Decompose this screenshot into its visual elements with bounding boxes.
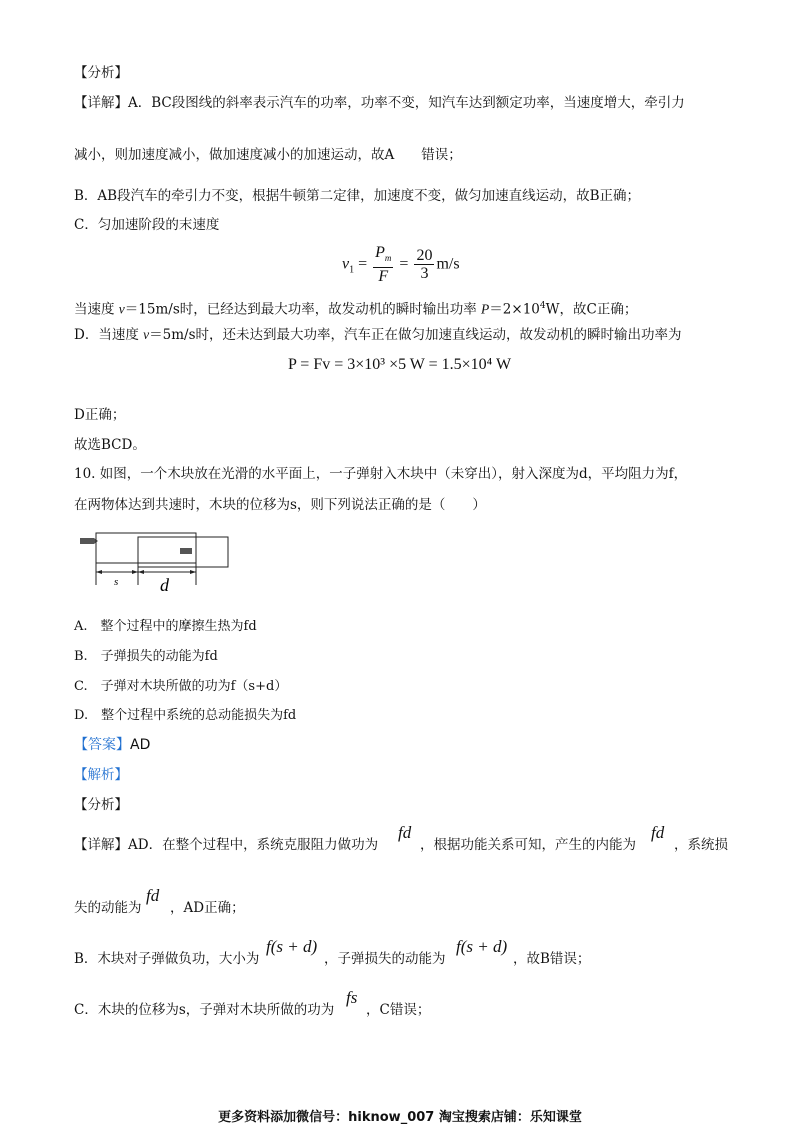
detail-line-a (74, 94, 685, 112)
detail-line-b: B．AB段汽车的牵引力不变，根据牛顿第二定律，加速度不变，做匀加速直线运动，故B正确； (74, 188, 641, 204)
detail-ad-line-end: ，系统损 (674, 837, 728, 853)
analysis-label: 【分析】 (74, 65, 128, 81)
math-fsd-1: f(s + d) (266, 937, 318, 956)
figure-label-d: d (160, 575, 169, 594)
answer-label: 【答案】 (74, 737, 130, 753)
equation-power: P = Fv = 3×10³ ×5 W = 1.5×10⁴ W (288, 356, 512, 373)
footer-ad: 更多资料添加微信号：hiknow_007 淘宝搜索店铺：乐知课堂 (218, 1110, 582, 1125)
answer-value: AD (130, 737, 151, 753)
detail-b-line-mid: ，子弹损失的动能为 (324, 951, 446, 967)
detail-b-line-end: ，故B错误； (513, 951, 591, 967)
question-10-stem: 10. 如图，一个木块放在光滑的水平面上，一子弹射入木块中（未穿出），射入深度为d，平均阻力为f， (74, 466, 688, 482)
math-fs: fs (346, 988, 358, 1007)
math-fd-1: fd (398, 823, 412, 842)
choose-answer: 故选BCD。 (74, 437, 146, 453)
option-c: C. 子弹对木块所做的功为f（s+d） (74, 679, 288, 694)
bullet-icon (80, 538, 94, 544)
detail-ad-line-mid: ，根据功能关系可知，产生的内能为 (420, 837, 636, 853)
answer-line (74, 736, 150, 754)
figure-label-s: s (114, 576, 119, 588)
equation-v1: $v_1$ = $\frac{P_m}{F}$ = $\frac{20}{3}$ m/s (342, 244, 460, 286)
bullet-embedded-icon (180, 548, 192, 554)
detail-ad-line-2-end: ，AD正确； (170, 900, 245, 916)
question-10-stem-2: 在两物体达到共速时，木块的位移为s，则下列说法正确的是（ ） (74, 497, 486, 513)
math-fd-3: fd (146, 886, 160, 905)
detail-ad-line: 【详解】AD．在整个过程中，系统克服阻力做功为 (74, 837, 379, 853)
detail-b-line: B．木块对子弹做负功，大小为 (74, 951, 260, 967)
option-b: B. 子弹损失的动能为fd (74, 649, 218, 664)
math-fd-2: fd (651, 823, 665, 842)
math-fsd-2: f(s + d) (456, 937, 508, 956)
detail-line-d: D．当速度 v＝5m/s时，还未达到最大功率，汽车正在做匀加速直线运动，故发动机的瞬时输出功率为 (74, 327, 682, 343)
detail-label: 【详解】 (74, 95, 128, 111)
option-d: D. 整个过程中系统的总动能损失为fd (74, 708, 297, 723)
detail-ad-line-2: 失的动能为 (74, 900, 142, 916)
explain-label: 【解析】 (74, 767, 128, 783)
detail-c-line-end: ，C错误； (366, 1002, 431, 1018)
detail-line-c: C．匀加速阶段的末速度 (74, 217, 220, 233)
analysis-label-2: 【分析】 (74, 797, 128, 813)
option-a: A. 整个过程中的摩擦生热为fd (74, 619, 257, 634)
detail-line-a2: 减小，则加速度减小，做加速度减小的加速运动，故A 错误； (74, 147, 462, 163)
d-correct: D正确； (74, 407, 126, 423)
bullet-block-figure (78, 530, 238, 594)
detail-c-line: C．木块的位移为s，子弹对木块所做的功为 (74, 1002, 335, 1018)
detail-line-c2: 当速度 v＝15m/s时，已经达到最大功率，故发动机的瞬时输出功率 $P=2\times 10^4W$，故C正确； (74, 301, 638, 318)
detail-a-text: A．BC段图线的斜率表示汽车的功率，功率不变，知汽车达到额定功率，当速度增大，牵引力 (128, 95, 685, 111)
